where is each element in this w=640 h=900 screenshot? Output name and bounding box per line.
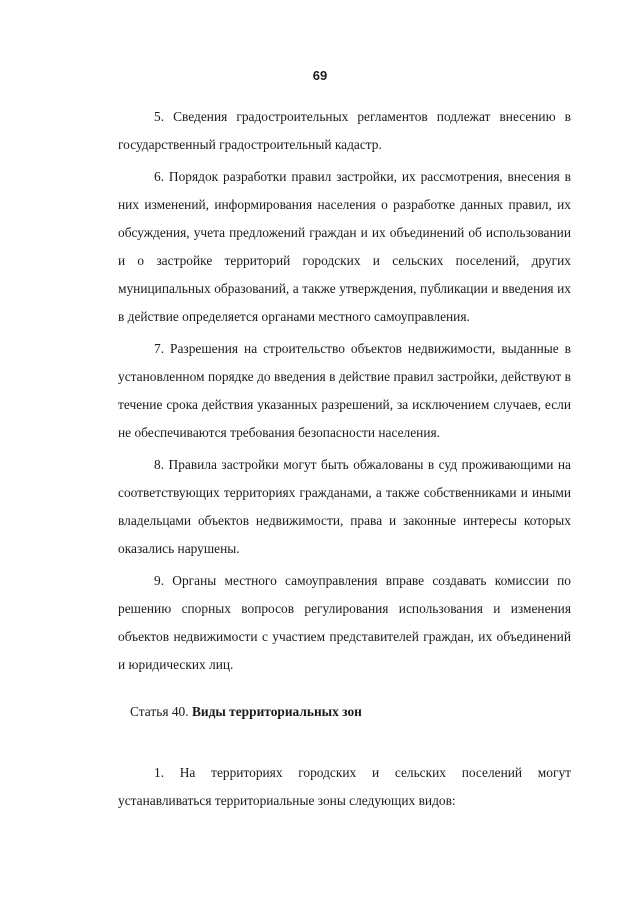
article-paragraph-1: 1. На территориях городских и сельских поселений могут устанавливаться территориальные зоны следующих видов: bbox=[118, 765, 571, 808]
article-body bbox=[118, 759, 571, 815]
article-heading bbox=[130, 698, 362, 726]
page-number: 69 bbox=[312, 68, 328, 83]
paragraph-5: 5. Сведения градостроительных регламентов подлежат внесению в государственный градостроительный кадастр. bbox=[118, 109, 571, 152]
body-text bbox=[118, 103, 571, 679]
paragraph-9: 9. Органы местного самоуправления вправе создавать комиссии по решению спорных вопросов регулирования использования и изменения объектов недвижимости с участием представителей граждан, их объединений и юридических лиц. bbox=[118, 573, 571, 672]
article-title: Виды территориальных зон bbox=[191, 704, 362, 719]
article-label: Статья 40. bbox=[130, 704, 189, 719]
paragraph-7: 7. Разрешения на строительство объектов недвижимости, выданные в установленном порядке до введения в действие правил застройки, действуют в течение срока действия указанных разрешений, за исключением случаев, если не обеспечиваются требования безопасности населения. bbox=[118, 341, 571, 440]
paragraph-8: 8. Правила застройки могут быть обжалованы в суд проживающими на соответствующих территориях гражданами, а также собственниками и иными владельцами объектов недвижимости, права и законные интересы которых оказались нарушены. bbox=[118, 457, 571, 556]
paragraph-6: 6. Порядок разработки правил застройки, их рассмотрения, внесения в них изменений, информирования населения о разработке данных правил, их обсуждения, учета предложений граждан и их объединений об использовании и о застройке территорий городских и сельских поселений, других муниципальных образований, а также утверждения, публикации и введения их в действие определяется органами местного самоуправления. bbox=[118, 169, 571, 324]
